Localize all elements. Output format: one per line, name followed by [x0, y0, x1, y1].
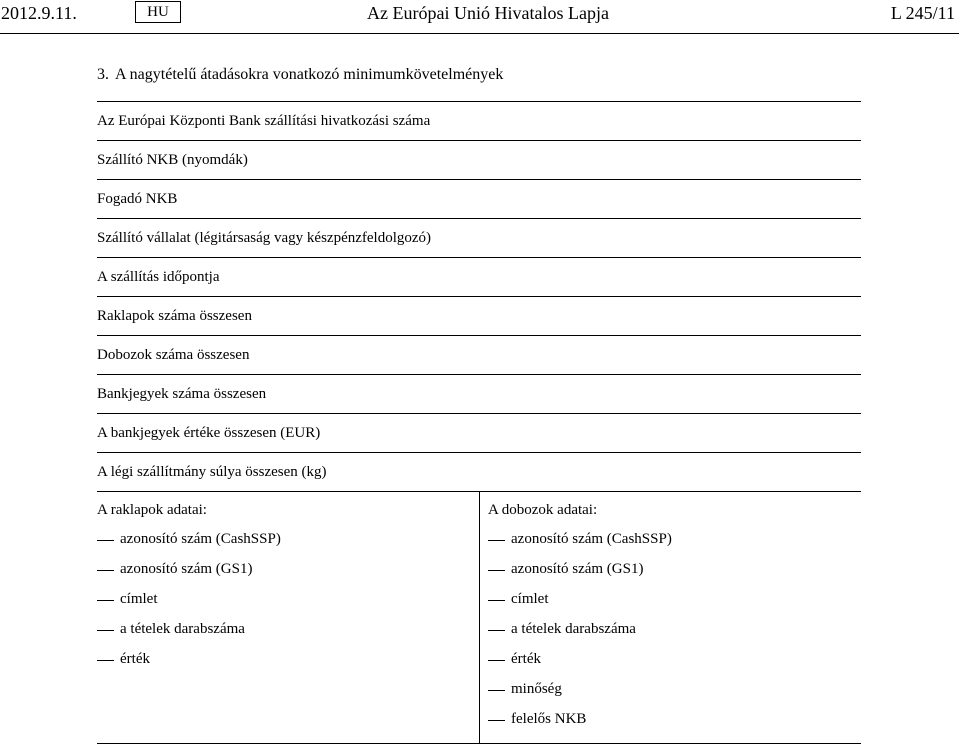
em-dash-icon [488, 540, 505, 541]
field-label: Szállító NKB (nyomdák) [97, 152, 248, 168]
item-label: azonosító szám (GS1) [120, 561, 253, 577]
publication-date: 2012.9.11. [1, 3, 77, 23]
field-label: Szállító vállalat (légitársaság vagy készpénzfeldolgozó) [97, 230, 432, 246]
em-dash-icon [97, 630, 114, 631]
column-divider [479, 492, 480, 743]
item-label: azonosító szám (GS1) [511, 561, 644, 577]
form-field [97, 414, 861, 452]
list-item [488, 681, 861, 711]
list-item [488, 621, 861, 651]
list-item [488, 561, 861, 591]
section-number: 3. [97, 66, 109, 83]
em-dash-icon [97, 570, 114, 571]
form-field [97, 219, 861, 257]
section-heading [97, 66, 503, 84]
em-dash-icon [488, 600, 505, 601]
box-details-title: A dobozok adatai: [488, 502, 598, 518]
list-item [97, 531, 479, 561]
form-field [97, 453, 861, 491]
pallet-details-title: A raklapok adatai: [97, 502, 207, 518]
item-label: címlet [120, 591, 158, 607]
page-header [0, 0, 959, 34]
form-field [97, 180, 861, 218]
requirements-form [97, 101, 861, 744]
em-dash-icon [488, 720, 505, 721]
item-label: érték [511, 651, 541, 667]
item-label: minőség [511, 681, 562, 697]
list-item [97, 651, 479, 681]
list-item [488, 711, 861, 741]
form-field [97, 258, 861, 296]
list-item [97, 591, 479, 621]
page-reference: L 245/11 [890, 3, 955, 23]
form-field [97, 297, 861, 335]
em-dash-icon [488, 630, 505, 631]
pallet-details [97, 492, 479, 681]
item-label: felelős NKB [511, 711, 587, 727]
field-label: A szállítás időpontja [97, 269, 220, 285]
item-label: azonosító szám (CashSSP) [511, 531, 672, 547]
list-item [488, 531, 861, 561]
em-dash-icon [488, 570, 505, 571]
list-item [488, 591, 861, 621]
item-label: azonosító szám (CashSSP) [120, 531, 281, 547]
em-dash-icon [488, 690, 505, 691]
form-field [97, 102, 861, 140]
journal-title: Az Európai Unió Hivatalos Lapja [367, 3, 609, 23]
em-dash-icon [97, 540, 114, 541]
details-columns [97, 492, 861, 743]
item-label: a tételek darabszáma [511, 621, 636, 637]
form-field [97, 141, 861, 179]
field-label: Raklapok száma összesen [97, 308, 252, 324]
em-dash-icon [97, 600, 114, 601]
item-label: címlet [511, 591, 549, 607]
item-label: érték [120, 651, 150, 667]
field-label: A légi szállítmány súlya összesen (kg) [97, 464, 327, 480]
field-label: Fogadó NKB [97, 191, 178, 207]
field-label: Az Európai Központi Bank szállítási hivatkozási száma [97, 113, 431, 129]
header-divider [0, 33, 959, 34]
form-field [97, 375, 861, 413]
language-badge: HU [135, 1, 181, 23]
field-label: Dobozok száma összesen [97, 347, 250, 363]
field-label: Bankjegyek száma összesen [97, 386, 267, 402]
list-item [488, 651, 861, 681]
field-label: A bankjegyek értéke összesen (EUR) [97, 425, 321, 441]
form-field [97, 336, 861, 374]
list-item [97, 561, 479, 591]
box-details [488, 492, 861, 741]
em-dash-icon [97, 660, 114, 661]
list-item [97, 621, 479, 651]
item-label: a tételek darabszáma [120, 621, 245, 637]
em-dash-icon [488, 660, 505, 661]
section-title: A nagytételű átadásokra vonatkozó minimumkövetelmények [115, 66, 504, 83]
